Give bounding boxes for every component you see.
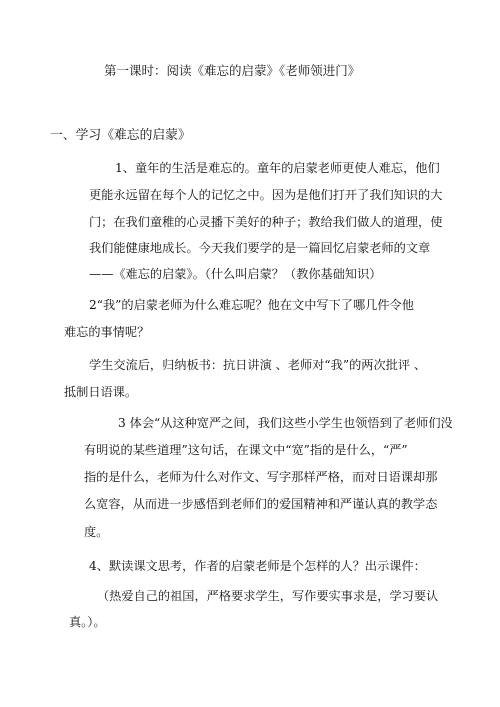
- paragraph-1-line-3: 门；在我们童稚的心灵播下美好的种子；教给我们做人的道理，使: [89, 215, 443, 229]
- paragraph-2-line-2: 难忘的事情呢？: [64, 325, 150, 339]
- paragraph-4-line-5: 度。: [84, 525, 109, 539]
- paragraph-4-line-1: 3 体会“从这种宽严之间，我们这些小学生也领悟到了老师们没: [118, 416, 453, 430]
- paragraph-4-line-2: 有明说的某些道理”这句话，在课文中“宽”指的是什么，“严”: [84, 443, 408, 457]
- section-heading: 一、学习《难忘的启蒙》: [50, 128, 191, 143]
- paragraph-3-line-1: 学生交流后，归纳板书：抗日讲演 、老师对“我”的两次批评 、: [89, 358, 427, 372]
- paragraph-6-line-1: （热爱自己的祖国，严格要求学生，写作要实事求是，学习要认: [97, 589, 439, 603]
- paragraph-3-line-2: 抵制日语课。: [64, 385, 138, 399]
- paragraph-4-line-4: 么宽容，从而进一步感悟到老师们的爱国精神和严谨认真的教学态: [84, 497, 438, 511]
- paragraph-5-line-1: 4、默读课文思考，作者的启蒙老师是个怎样的人？出示课件：: [89, 559, 426, 573]
- paragraph-1-line-2: 更能永远留在每个人的记忆之中。因为是他们打开了我们知识的大: [89, 188, 443, 202]
- paragraph-1-line-4: 我们能健康地成长。今天我们要学的是一篇回忆启蒙老师的文章: [89, 241, 431, 255]
- paragraph-4-line-3: 指的是什么，老师为什么对作文、写字那样严格，而对日语课却那: [84, 470, 438, 484]
- paragraph-2-line-1: 2“我”的启蒙老师为什么难忘呢？他在文中写下了哪几件令他: [89, 298, 414, 312]
- paragraph-6-line-2: 真。）。: [69, 615, 106, 629]
- lesson-title: 第一课时：阅读《难忘的启蒙》《老师领进门》: [104, 63, 361, 78]
- paragraph-1-line-1: 1、童年的生活是难忘的。童年的启蒙老师更使人难忘，他们: [115, 161, 440, 175]
- paragraph-1-line-5: ——《难忘的启蒙》。（什么叫启蒙？（教你基础知识）: [89, 267, 382, 281]
